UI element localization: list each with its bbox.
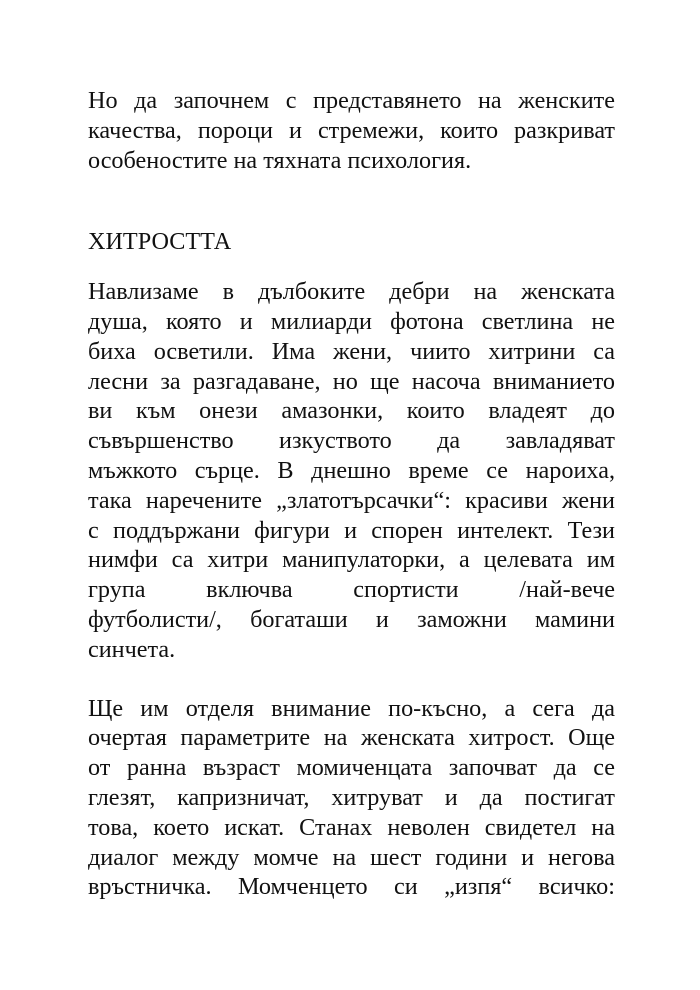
text-line: лесни за разгадаване, но ще насоча вниманието xyxy=(88,367,615,395)
text-line: от ранна възраст момиченцата започват да се xyxy=(88,754,615,782)
body-paragraph xyxy=(88,694,615,903)
document-page xyxy=(88,86,615,902)
text-line: глезят, капризничат, хитруват и да постигат xyxy=(88,783,615,811)
text-line: ви към онези амазонки, които владеят до xyxy=(88,397,615,425)
section-heading: ХИТРОСТТА xyxy=(88,228,232,256)
text-line: връстничка. Момченцето си „изпя“ всичко: xyxy=(88,873,615,901)
text-line: нимфи са хитри манипулаторки, а целевата им xyxy=(88,546,615,574)
text-line: душа, която и милиарди фотона светлина не xyxy=(88,307,615,335)
text-line: Навлизаме в дълбоките дебри на женската xyxy=(88,278,615,306)
text-line: очертая параметрите на женската хитрост. Още xyxy=(88,724,615,752)
intro-paragraph xyxy=(88,86,615,175)
text-line: съвършенство изкуството да завладяват xyxy=(88,427,615,455)
text-line: особеностите на тяхната психология. xyxy=(88,146,472,174)
text-line: биха осветили. Има жени, чиито хитрини са xyxy=(88,337,615,365)
text-line: мъжкото сърце. В днешно време се нароиха, xyxy=(88,456,615,484)
text-line: диалог между момче на шест години и негова xyxy=(88,843,615,871)
body-paragraph xyxy=(88,277,615,664)
text-line: група включва спортисти /най-вече xyxy=(88,576,615,604)
text-line: синчета. xyxy=(88,635,176,663)
text-line: качества, пороци и стремежи, които разкриват xyxy=(88,116,615,144)
text-line: Ще им отделя внимание по-късно, а сега да xyxy=(88,694,615,722)
text-line: Но да започнем с представянето на женските xyxy=(88,87,615,114)
text-line: футболисти/, богаташи и заможни мамини xyxy=(88,605,615,633)
text-line: така наречените „златотърсачки“: красиви жени xyxy=(88,486,615,514)
text-line: това, което искат. Станах неволен свидетел на xyxy=(88,813,615,841)
text-line: с поддържани фигури и спорен интелект. Тези xyxy=(88,516,615,544)
